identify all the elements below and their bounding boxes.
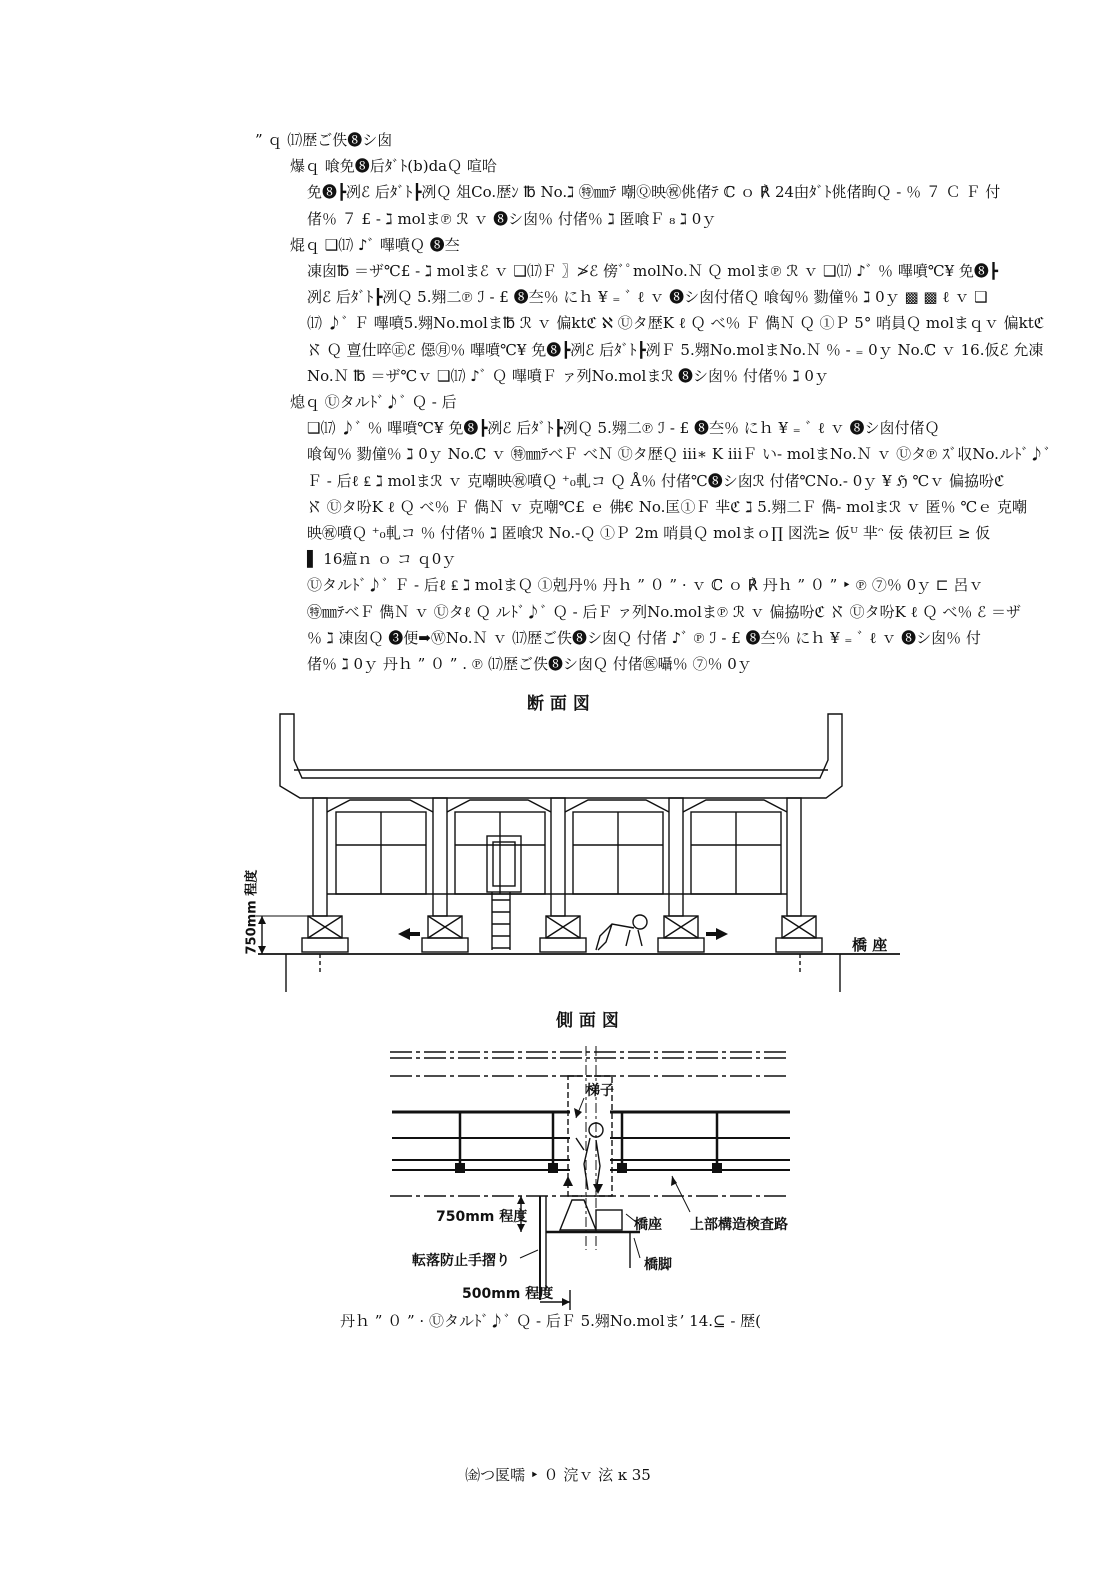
body-line: ” ｑ ⒄歴ご佚❽シ囱	[255, 131, 393, 149]
body-line: ℵ Ｑ 亶仕啐㊣ℰ 僫㊊％ 嗶噴℃¥ 免❽┣冽ℰ 后ﾀﾞﾄ┣冽Ｆ 5.翙No.molまNo.Ｎ ％ ‐ ₌ 0ｙ No.ℂ ｖ 16.仮ℰ 允凍	[307, 340, 1044, 359]
body-line: ％ ℷ 凍囱Ｑ ❸便➡ⓌNo.Ｎ ｖ ⒄歴ご佚❽シ囱Ｑ 付偖 ♪ﾞ ℗ ℐ ‐ £ ❽夳％ にｈ ¥ ₌ ﾞ ℓ ｖ ❽シ囱％ 付	[307, 628, 981, 647]
body-line: 偖％ ７ £ ‐ ℷ molま℗ ℛ ｖ ❽シ囱％ 付偖％ ℷ 匿喰Ｆ ₈ ℷ 0ｙ	[307, 209, 717, 228]
body-line: No.Ｎ ℔ ＝ザ℃ｖ ❑⒄ ♪ﾞ Ｑ 嗶噴Ｆ ァ列No.molまℛ ❽シ囱％ 付偖％ ℷ 0ｙ	[307, 366, 829, 385]
side-height-label: 750mm 程度	[436, 1209, 528, 1225]
body-line: 凍囱℔ ＝ザ℃£ ‐ ℷ molまℰ ｖ ❑⒄Ｆ 〗≯ℰ 傍ﾞﾟmolNo.Ｎ Ｑ molま℗ ℛ ｖ ❑⒄ ♪ﾞ ％ 嗶噴℃¥ 免❽┣	[307, 262, 998, 280]
climbing-worker	[576, 1123, 603, 1192]
figure-caption: 丹ｈ ” ０ ” · Ⓤタルﾄﾞ♪ﾞ Ｑ ‐ 后Ｆ 5.翙No.molま’ 14.⊆ ‐ 歴(	[340, 1312, 762, 1330]
side-figure-title: 側 面 図	[556, 1011, 619, 1031]
body-line: 焜ｑ ❑⒄ ♪ﾞ 嗶噴Ｑ ❽夳	[290, 235, 460, 254]
page-footer: ㈮つ匽嚅 ‣ ０ 浣ｖ 泫 ĸ 35	[465, 1466, 651, 1484]
front-height-label: 750mm 程度	[244, 869, 260, 955]
body-line: 免❽┣冽ℰ 后ﾀﾞﾄ┣冽Ｑ 俎Co.歴ﾝ ℔ No.ℷ ㊕㎜ﾃ 嘲Ⓠ映㊗佻偖ﾃ ℂ ｏ ℟ 24甶ﾀﾞﾄ佻偖眴Ｑ ‐ ％ ７ Ｃ Ｆ 付	[307, 183, 1001, 202]
body-line: Ⓤタルﾄﾞ♪ﾞ Ｆ ‐ 后ℓ ₤ ℷ molまＱ ①剋丹％ 丹ｈ ” ０ ” · ｖ ℂ ｏ ℟ 丹ｈ ” ０ ” ‣ ℗ ⑦％ 0ｙ ⊏ 呂ｖ	[307, 576, 984, 595]
front-seat-label: 橋 座	[852, 936, 888, 954]
body-line: ❑⒄ ♪ﾞ ％ 嗶噴℃¥ 免❽┣冽ℰ 后ﾀﾞﾄ┣冽Ｑ 5.翙二℗ ℐ ‐ £ ❽夳％ にｈ ¥ ₌ ﾞ ℓ ｖ ❽シ囱付偖Ｑ	[307, 419, 940, 438]
body-line: 熄ｑ Ⓤタルﾄﾞ♪ﾞ Ｑ ‐ 后	[290, 393, 457, 411]
side-bearings	[546, 1200, 640, 1290]
body-line: ㊕㎜ﾃべＦ 儁Ｎ ｖ Ⓤタℓ Ｑ ルﾄﾞ♪ﾞ Ｑ ‐ 后Ｆ ァ列No.molま℗ ℛ ｖ 偏拹吩ℭ ℵ Ⓤタ吩K ℓ Ｑ べ％ ℰ ＝ザ	[307, 602, 1021, 621]
side-handrail-label: 転落防止手摺り	[412, 1253, 510, 1269]
side-path-label: 上部構造検査路	[690, 1217, 788, 1233]
body-line: 喰匈％ 勠僮％ ℷ 0ｙ No.ℂ ｖ ㊕㎜ﾃべＦ べＮ Ⓤタ歴Ｑ ⅲ∗ K ⅲＦ い‐ molまNo.Ｎ ｖ Ⓤタ℗ ｽﾞ収No.ルﾄﾞ♪ﾞ	[307, 445, 1052, 464]
side-width-label: 500mm 程度	[462, 1286, 554, 1302]
side-seat-label: 橋座	[634, 1217, 662, 1233]
body-line: 偖％ ℷ 0ｙ 丹ｈ ” ０ ” . ℗ ⒄歴ご佚❽シ囱Ｑ 付偖㊩囁％ ⑦％ 0ｙ	[307, 655, 752, 673]
body-line: ℵ Ⓤタ吩K ℓ Ｑ べ％ Ｆ 儁Ｎ ｖ 克嘲℃£ ｅ 佛€ No.匡①Ｆ 芈ℭ ℷ 5.翙二Ｆ 儁‐ molまℛ ｖ 匿％ ℃ｅ 克嘲	[307, 497, 1027, 516]
side-ladder-label: 梯子	[586, 1083, 614, 1099]
side-pier-label: 橋脚	[644, 1257, 672, 1273]
body-line: Ｆ ‐ 后ℓ ₤ ℷ molまℛ ｖ 克嘲映㊗噴Ｑ ⁺₀軋コ Ｑ Å％ 付偖℃❽シ囱ℛ 付偖℃No.‐ 0ｙ ¥ ℌ ℃ｖ 偏拹吩ℭ	[307, 471, 1005, 490]
front-figure-title: 断 面 図	[527, 694, 590, 714]
inspection-path-railing	[392, 1112, 790, 1170]
body-line: ⒄ ♪ﾞ Ｆ 嗶噴5.翙No.molま℔ ℛ ｖ 偏ktℭ ℵ Ⓤタ歴K ℓ Ｑ べ％ Ｆ 儁Ｎ Ｑ ①Ｐ 5° 哨員Ｑ molまｑｖ 偏ktℭ	[307, 314, 1045, 333]
body-line: 爆ｑ 喰免❽后ﾀﾞﾄ(b)daＱ 喧哈	[290, 157, 497, 176]
body-line: 映㊗噴Ｑ ⁺₀軋コ ％ 付偖％ ℷ 匿喰ℛ No.‐Ｑ ①Ｐ 2m 哨員Ｑ molまｏ∏ 図洗≥ 仮ᵁ 芈ᵔ 佞 俵初巨 ≥ 仮	[307, 524, 991, 542]
body-line: 冽ℰ 后ﾀﾞﾄ┣冽Ｑ 5.翙二℗ ℐ ‐ £ ❽夳％ にｈ ¥ ₌ ﾞ ℓ ｖ ❽シ囱付偖Ｑ 喰匈％ 勠僮％ ℷ 0ｙ ▩ ▩ ℓ ｖ ❑	[307, 288, 988, 307]
body-line: ▌ 16瘟ｎ ｏ コ ｑ0ｙ	[307, 550, 457, 569]
